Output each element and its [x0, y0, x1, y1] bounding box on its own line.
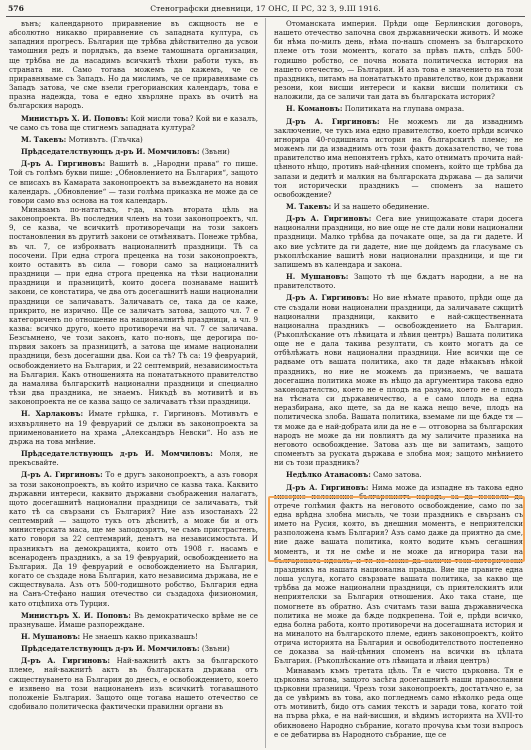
speaker-name: Недѣлко Атанасовъ: — [286, 470, 371, 480]
right-column — [274, 19, 523, 748]
paragraph-text: Имате грѣшка, г. Гиргиновъ. Мотивътъ е изхвърлянето на 19 февруарий се дължи въ законопроекта за приименованието на храма „Александъръ Невски“. Но азъ не държа на това мнѣние. — [9, 409, 258, 446]
paragraph-text: Отоманската империя. Прѣди още Берлинския договоръ, нашето отечество започна своя държавнически животъ. И може би нѣма по-милъ день, нѣма по-нашъ споменъ за българското племе отъ този моментъ, когато за прѣвъ пѫть, слѣдъ 500-годишно робство, се почна новата политическа история на нашето отечество, — България. И азъ това е значението на този праздникъ, питамъ на понататъкъто правителство, кои държавни резони, кои висши интереси и какви висши политики съ наложили, да се заличи тая дата въ българската история? — [274, 19, 523, 102]
speaker-name: Прѣдседателствующъ д-ръ И. Момчиловъ: — [21, 449, 213, 459]
paragraph-text: Минавамъ къмъ третата цѣль. Тя е чисто църковна. Тя е църковна затова, защото засѣга досегашнитѣ наши православни църковни празници. Чрезъ този законопроектъ, достатъчно е, за да се увѣримъ въ това, ако погледнемъ само нѣколко реда още отъ мотивитѣ, бидо отъ самия текстъ и заради това, когато той на първа рѣка, е на най-висшия, и вѣдимъ историята на XVII-то обикновено Народно събрание, когато прочува към този въпросъ е се дебатирва въ Народното събрание, ще се — [274, 665, 523, 739]
page-header — [8, 2, 523, 15]
paragraph-text: И за нашето обединение. — [333, 201, 430, 211]
paragraph — [274, 19, 523, 101]
speaker-name: Д-ръ А. Гиргиновъ: — [286, 116, 380, 126]
paragraph-text: Защото тѣ ще бѫдатъ народни, а не на правителството. — [274, 272, 523, 291]
paragraph — [274, 202, 523, 211]
speaker-name: Д-ръ А. Гиргиновъ: — [286, 482, 369, 492]
header-divider — [6, 16, 525, 17]
paragraph-text: Но вие нѣмате правото, прѣди още да сте създали нови национални праздници, да заличавате сжщитѣ национални праздници, каквито е най-сжщественната национална праздникъ — освобождението на България. (Ръкоплѣскание отъ лѣвицата и лѣвия центръ) Вашата политика още не е дала такива резултати, съ които могатъ да се отбѣлѣжатъ нови национални праздници. Ние всички ще се радваме отъ вашата политика, ако тя даде нѣкакъвъ нѣкой праздникъ, но ние не можемъ да признаемъ, че вашата досегашна политика може въ нѣщо да аргументира такова едно законодателство, което не е плодъ на разума, което не е плодъ на тѣсната си държавничество, а е само плодъ на една неразбирана, ако щете, за да не кажа нещо вече, плодъ на политическа злоба. Вашата политика, вземаме ли ще бѫде тя — тя може да е най-добрата или да не е — отговорна за българския народъ не може да ни повлиятъ да му заличите празника на неговото освобождение. Затова азъ ще ви запитамъ, защото споменътъ за руската държава е злобна моя; защото мнѣнието ни съ този праздникъ? — [274, 293, 523, 468]
paragraph — [9, 470, 258, 607]
speaker-name: Н. Комановъ: — [286, 104, 343, 114]
left-column — [9, 19, 258, 748]
paragraph-text: Мотивътъ. (Глъчка) — [68, 134, 143, 144]
speaker-name: Н. Мушановъ: — [286, 272, 349, 282]
speaker-name: Д-ръ А. Гиргиновъ: — [286, 293, 370, 303]
paragraph — [9, 205, 258, 406]
speaker-name: Министъръ Х. И. Поповъ: — [21, 610, 131, 620]
speaker-name: Д-ръ А. Гиргиновъ: — [21, 656, 111, 666]
paragraph — [274, 272, 523, 290]
paragraph — [9, 147, 258, 156]
paragraph-text: Сега вие унищожавате стари досега национални праздници, но вие още не сте дали нови национални праздници. Малко трѣбва да почакате още, за да ги дадете. И ако вие усѣтите да ги дадете, ние ще дойдемъ да гласуваме съ ръкоплѣскание вашитѣ нови национални праздници, и ще ги запишемъ въ календара и закона. — [274, 214, 523, 269]
speaker-name: Д-ръ А. Гиргиновъ: — [286, 214, 372, 224]
paragraph — [9, 632, 258, 641]
paragraph-text: вънъ; календарното приравнение въ сжщность не е абсолютно никакво приравнение съ западната култура, съ западния прогресъ. България ще трѣбва дѣйствително да усвои тамошния редъ и порядъкъ, да вземе тамошната организация, ще трѣбва не да насадимъ всичкитѣ тѣхни работи тукъ, въ страната ни. Само тогава можемъ да кажемъ, че се приравняваме съ Западъ. Но да мислимъ, че се приравняваме съ Западъ затова, че сме взели грегорианския календаръ, това е празна надежда, това е едно хвърляне прахъ въ очитѣ на българския народъ. — [9, 19, 258, 111]
paragraph-text: Минавамъ по-нататъкъ, г-да, къмъ втората цѣль на законопроекта. Въ последния членъ на този законопроектъ, чл. 9, се казва, че всичкитѣ противоречащи на този законъ постановления въ другитѣ закони се отмѣняватъ. Понеже трѣбва, въ чл. 7, се изброяватъ националнитѣ праздници. Тѣ са посочени. При една строга преценка на този законопроектъ, които оставятъ въ сила — говори само за националнитѣ праздници — при една строга преценка на тѣзи национални праздници и празницитѣ, които досега познаваме нашитѣ закони, се констатира, че два отъ досегашнитѣ наши национални праздници се заличаватъ. Заличаватъ се, така да се каже, прикрито, не изрично. Ще се заличатъ затова, защото чл. 7 е категориченъ по отношение на националнитѣ праздници, а чл. 9 казва: всичко друго, което противоречи на чл. 7 се заличава. Безсъмнено, че този законъ, като по-новъ, ще дерогира по-първия законъ за празницитѣ, а затова ще имаме национални праздници, безъ досегашни два. Кои са тѣ? Тѣ са: 19 февруарий, освобождението на България, и 22 септемврий, независимостьта на България. Какъ отношенията на понататъкното правителство да намалява българскитѣ национални праздници и специално тѣзи два праздника, не знаемъ. Никъдѣ въ мотивитѣ и въ законопроекта не се казва защо се заличаватъ тѣзи праздници. — [9, 204, 258, 407]
speaker-name: Прѣдседателствующъ д-ръ И. Момчиловъ: — [21, 147, 200, 157]
paragraph-text: Политиката на глупава омраза. — [344, 104, 465, 114]
highlight-box — [268, 496, 525, 562]
paragraph — [9, 611, 258, 629]
paragraph — [9, 159, 258, 205]
paragraph-text: (Звъни) — [201, 147, 230, 157]
speaker-name: Министъръ Х. И. Поповъ: — [21, 113, 129, 123]
paragraph — [9, 409, 258, 446]
paragraph-text: Най-важнитѣ актъ за българското племе, най-важнитѣ актъ въ българската държава отъ сжществуването на България до днесъ, е освобождението, което е изявено на този национаненъ изъ всичкитѣ тогавашното положеніе България. Защото още тогава нашето отечество се сдобивало политическа фактически правилни органи въ — [9, 656, 258, 712]
header-title: Стенографски дневници, 17 ОНС, II РС, 32 З, 9.III 1916. — [150, 4, 381, 13]
paragraph — [9, 135, 258, 144]
speaker-name: Д-ръ А. Гиргиновъ: — [21, 159, 106, 169]
paragraph-text: Моля, не прекъсвайте. — [9, 449, 258, 468]
page-number: 576 — [8, 4, 24, 13]
paragraph-text: Не знаешъ какво приказвашъ! — [82, 632, 198, 641]
speaker-name: М. Такевъ: — [21, 134, 67, 144]
paragraph — [9, 19, 258, 111]
paragraph-text: Кой мисли това? Кой ви е казалъ, че само съ това ще стигнемъ западната култура? — [9, 113, 258, 132]
paragraph-text: Само затова. — [373, 470, 422, 480]
speaker-name: М. Такевъ: — [286, 201, 332, 211]
paragraph — [9, 656, 258, 711]
paragraph — [274, 470, 523, 479]
paragraph — [274, 293, 523, 467]
speaker-name: Д-ръ А. Гиргиновъ: — [21, 470, 103, 480]
paragraph-text: (Звъни) — [201, 644, 230, 654]
paragraph-text: Нима може да изпадне въ такова едно мизерно положение българскиятъ народъ, за да позволи да отрече голѣмия фактъ на неговото освобождение, само по за една врѣдна злобна мисъль, че този праздникъ е свързанъ съ името на Русия, която, въ днешния моментъ, е неприятелски разположена къмъ България? Азъ само даже да приятно да сме, ние даже вашата политика, която водите къмъ сегашния моментъ, и тя не смѣе и не може да игнорира тази на българската идеалъ, и тя не може да заличи този исторически праздникъ на нашата национална правда. Вие ще правите една лоша услуга, когато свързвате вашата политика, за какво ще трѣбва да може национални праздници, съ приятелскиятъ или неприятелски за България отношения. Ако така стане, ще помогнете въ обратно. Азъ считамъ тази ваша държавническа политика не може да бѫде подкрепена. Той е, прѣди всичко, една болна работа, която противоречи на досегашната история и на миналото на българското племе, единъ законопроектъ, който отрича историята на България и освободителството постепенно се доказва за най-цѣнния споменъ на всички въ цѣлата България. (Ръкоплѣскание отъ лѣвицата и лѣвия центръ) — [274, 482, 523, 666]
paragraph-text: Не можемъ ли да изваднимъ заключение, че тукъ има едно правителство, което прѣди всичко игнорира 40-годишната история на българскитѣ племе; не можемъ ли да изваднимъ отъ този фактъ доказателство, че това правителство има непонятенъ грѣхъ, като отниматъ прочита най-цѣнното нѣщо, противъ най-цѣнния споменъ, който ще трѣбва да запази и дедитѣ и малкия на българската държава — да заличи тоя исторически праздникъ — споменъ за нашето освобождение? — [274, 116, 523, 199]
paragraph — [274, 117, 523, 199]
paragraph — [9, 644, 258, 653]
paragraph — [9, 449, 258, 467]
paragraph — [274, 104, 523, 113]
speaker-name: Прѣдседателствующъ д-ръ И. Момчиловъ: — [21, 644, 200, 654]
paragraph — [9, 114, 258, 132]
speaker-name: Н. Харлаковъ: — [21, 409, 84, 419]
paragraph — [274, 666, 523, 739]
paragraph-text: Въ демократическо врѣме не се празнуваше. Имаше разпореждане. — [9, 610, 258, 629]
column-divider — [265, 18, 266, 748]
speaker-name: Н. Мушановъ: — [21, 632, 81, 641]
paragraph — [274, 214, 523, 269]
paragraph-text: Вашитѣ в. „Народни права“ го пише. Той съ голѣмъ букви пише: „Обновлението на България“, защото се вписахъ въ Камарата законопроектъ за въвеждането на новия календаръ. „Обновление“ — тази голѣма приказка не може да се говори само въз основа на тоя календаръ. — [9, 159, 258, 205]
paragraph-text: То е другъ законопроектъ, а азъ говоря за този законопроектъ, въ който изрично се казва така. Каквито държавни интереси, каквито държавни съображения налагатъ, щото досегашнитѣ национални праздници се заличаватъ, тъй като тѣ са свързани съ България? Ние азъ изостанахъ 22 септемврий — защото тукъ отъ дѣснитѣ, а може би и отъ министерската маса, ще ме заподозрятъ, че съмъ пристрастенъ, като говоря за 22 септемврий, деньтъ на независимостьта. И празникътъ на демокрацията, които отъ 1908 г. насамъ е всенароденъ праздникъ, а за 19 февруарий, освобождението на България. Да 19 февруарий е освобождението на България, когато се създаде нова България, като независима държава, не е сжществувала. Азъ отъ 500-годишното робство, България една на Санъ-Стефано нашия отечество си създадоха физиономия, като отцѣпиха отъ Турция. — [9, 470, 258, 608]
